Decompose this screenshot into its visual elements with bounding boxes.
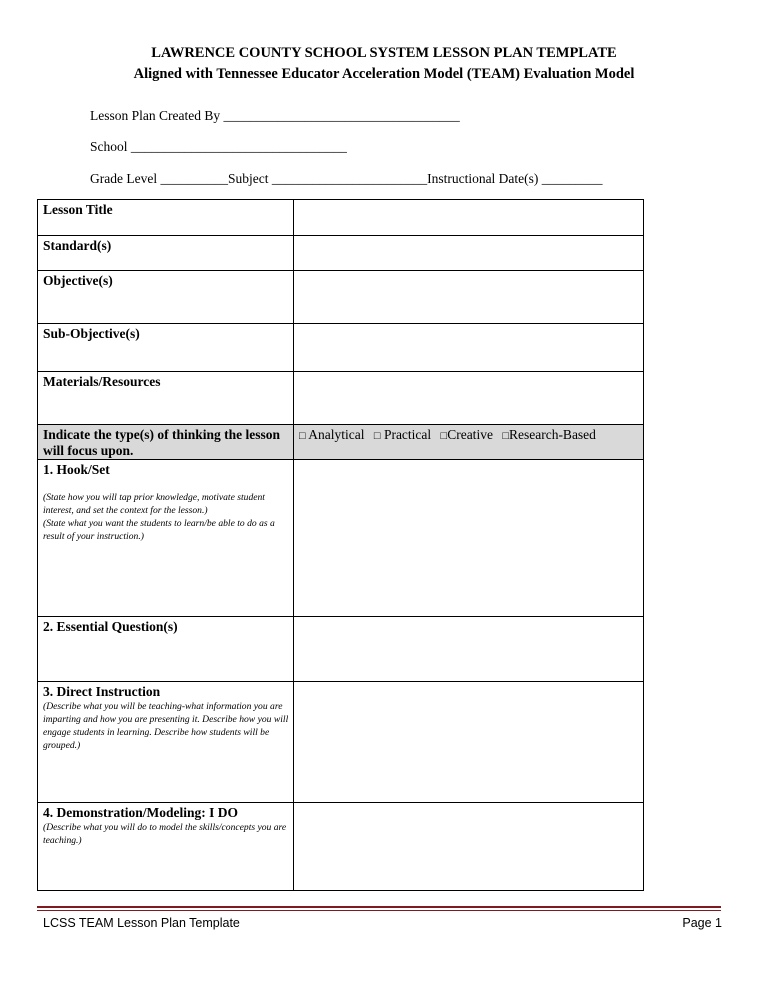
table-row [38, 803, 644, 891]
hook-set-note-2: (State what you want the students to learn/be able to do as a result of your instruction.) [43, 518, 275, 542]
school-field[interactable]: School ________________________________ [90, 139, 347, 154]
direct-instruction-input[interactable] [294, 682, 644, 803]
materials-label: Materials/Resources [38, 372, 294, 425]
analytical-label: Analytical [308, 427, 365, 442]
hook-set-note: (State how you will tap prior knowledge, motivate student interest, and set the context for the lesson.) [43, 492, 265, 516]
document-title: LAWRENCE COUNTY SCHOOL SYSTEM LESSON PLAN TEMPLATE [151, 45, 617, 61]
standards-input[interactable] [294, 236, 644, 271]
table-row [38, 617, 644, 682]
research-based-label: Research-Based [508, 427, 596, 442]
direct-instruction-title: 3. Direct Instruction [43, 684, 161, 699]
table-row [38, 200, 644, 236]
checkbox-icon: □ [373, 430, 381, 442]
creative-checkbox[interactable] [441, 427, 493, 442]
created-by-field[interactable]: Lesson Plan Created By ___________________________________ [90, 108, 460, 123]
table-row [38, 372, 644, 425]
research-based-checkbox[interactable] [502, 427, 596, 442]
demonstration-title: 4. Demonstration/Modeling: I DO [43, 805, 238, 820]
materials-input[interactable] [294, 372, 644, 425]
document-subtitle: Aligned with Tennessee Educator Acceleration Model (TEAM) Evaluation Model [133, 66, 635, 82]
lesson-title-label: Lesson Title [38, 200, 294, 236]
footer-rule-thin [37, 910, 721, 911]
essential-question-label: 2. Essential Question(s) [38, 617, 294, 682]
grade-subject-date-field[interactable]: Grade Level __________Subject _______________________Instructional Date(s) _________ [90, 171, 603, 186]
sub-objectives-label: Sub-Objective(s) [38, 324, 294, 372]
page-number: Page 1 [682, 916, 722, 930]
table-row [38, 324, 644, 372]
sub-objectives-input[interactable] [294, 324, 644, 372]
thinking-type-options [294, 425, 644, 460]
checkbox-icon: □ [440, 430, 448, 442]
hook-set-cell [38, 460, 294, 617]
demonstration-cell [38, 803, 294, 891]
table-row [38, 271, 644, 324]
objectives-label: Objective(s) [38, 271, 294, 324]
table-row [38, 425, 644, 460]
thinking-type-label: Indicate the type(s) of thinking the lesson will focus upon. [38, 425, 294, 460]
demonstration-input[interactable] [294, 803, 644, 891]
lesson-title-input[interactable] [294, 200, 644, 236]
direct-instruction-note: (Describe what you will be teaching-what information you are imparting and how you are presenting it. Describe how you will engage students in learning. Describe how students will be grouped.) [43, 701, 289, 751]
practical-checkbox[interactable] [374, 427, 431, 442]
direct-instruction-cell [38, 682, 294, 803]
demonstration-note: (Describe what you will do to model the skills/concepts you are teaching.) [43, 822, 287, 846]
creative-label: Creative [447, 427, 493, 442]
essential-question-input[interactable] [294, 617, 644, 682]
lesson-plan-table [37, 199, 644, 891]
checkbox-icon: □ [502, 430, 509, 442]
standards-label: Standard(s) [38, 236, 294, 271]
checkbox-icon: □ [299, 430, 306, 442]
objectives-input[interactable] [294, 271, 644, 324]
table-row [38, 682, 644, 803]
hook-set-title: 1. Hook/Set [43, 462, 110, 477]
footer-rule [37, 906, 721, 908]
table-row [38, 236, 644, 271]
footer-title: LCSS TEAM Lesson Plan Template [43, 916, 240, 930]
hook-set-input[interactable] [294, 460, 644, 617]
practical-label: Practical [383, 427, 432, 442]
table-row [38, 460, 644, 617]
analytical-checkbox[interactable] [299, 427, 365, 442]
